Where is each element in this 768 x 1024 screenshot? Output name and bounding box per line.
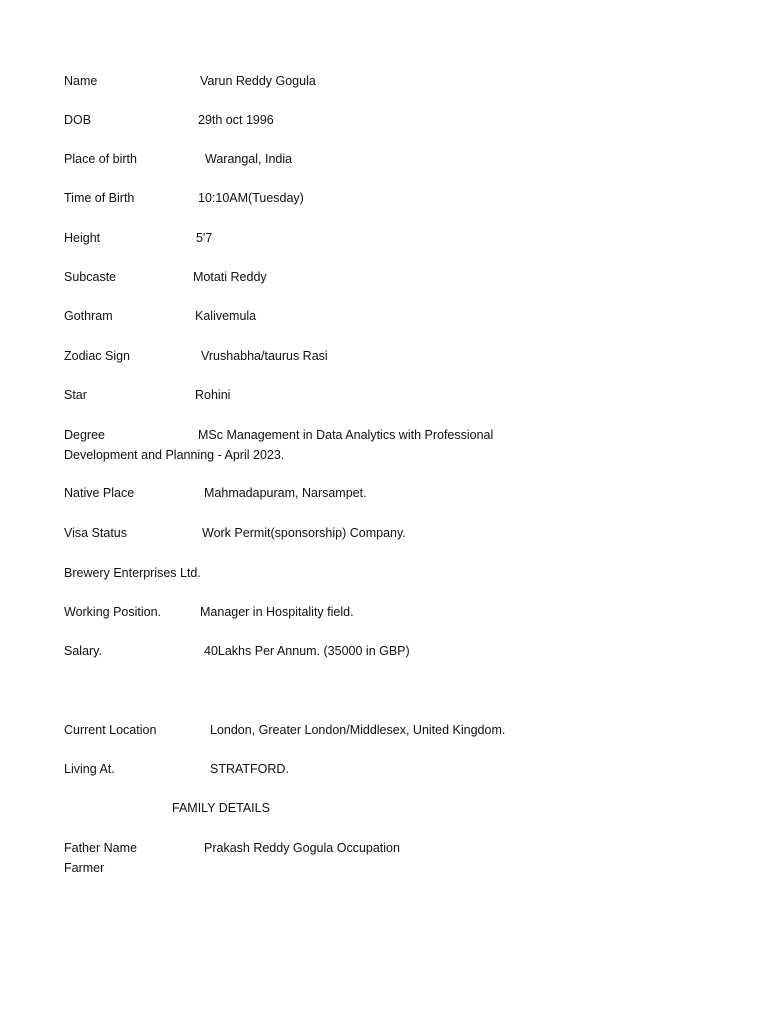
gothram-label: Gothram — [64, 309, 113, 323]
current-location-value: London, Greater London/Middlesex, United Kingdom. — [210, 723, 506, 737]
gothram-value: Kalivemula — [195, 309, 257, 323]
subcaste-label: Subcaste — [64, 270, 117, 284]
position-value: Manager in Hospitality field. — [200, 605, 354, 619]
living-at-value: STRATFORD. — [210, 762, 289, 776]
height-value: 5'7 — [196, 231, 213, 245]
birth-place-label: Place of birth — [64, 152, 137, 166]
father-occupation: Farmer — [64, 861, 105, 875]
degree-continuation: Development and Planning - April 2023. — [64, 448, 285, 462]
height-label: Height — [64, 231, 101, 245]
star-label: Star — [64, 388, 87, 402]
dob-label: DOB — [64, 113, 92, 127]
birth-place-value: Warangal, India — [205, 152, 293, 166]
visa-status-label: Visa Status — [64, 526, 128, 540]
salary-value: 40Lakhs Per Annum. (35000 in GBP) — [204, 644, 410, 658]
company-name: Brewery Enterprises Ltd. — [64, 566, 201, 580]
living-at-label: Living At. — [64, 762, 115, 776]
father-name-label: Father Name — [64, 841, 137, 855]
degree-value: MSc Management in Data Analytics with Professional — [198, 428, 494, 442]
zodiac-label: Zodiac Sign — [64, 349, 131, 363]
star-value: Rohini — [195, 388, 231, 402]
name-value: Varun Reddy Gogula — [200, 74, 316, 88]
birth-time-value: 10:10AM(Tuesday) — [198, 191, 304, 205]
zodiac-value: Vrushabha/taurus Rasi — [201, 349, 328, 363]
salary-label: Salary. — [64, 644, 102, 658]
visa-status-value: Work Permit(sponsorship) Company. — [202, 526, 406, 540]
subcaste-value: Motati Reddy — [193, 270, 267, 284]
current-location-label: Current Location — [64, 723, 157, 737]
birth-time-label: Time of Birth — [64, 191, 135, 205]
native-place-label: Native Place — [64, 486, 135, 500]
dob-value: 29th oct 1996 — [198, 113, 274, 127]
name-label: Name — [64, 74, 98, 88]
native-place-value: Mahmadapuram, Narsampet. — [204, 486, 367, 500]
position-label: Working Position. — [64, 605, 162, 619]
father-name-value: Prakash Reddy Gogula Occupation — [204, 841, 400, 855]
family-details-heading: FAMILY DETAILS — [172, 801, 270, 815]
degree-label: Degree — [64, 428, 105, 442]
